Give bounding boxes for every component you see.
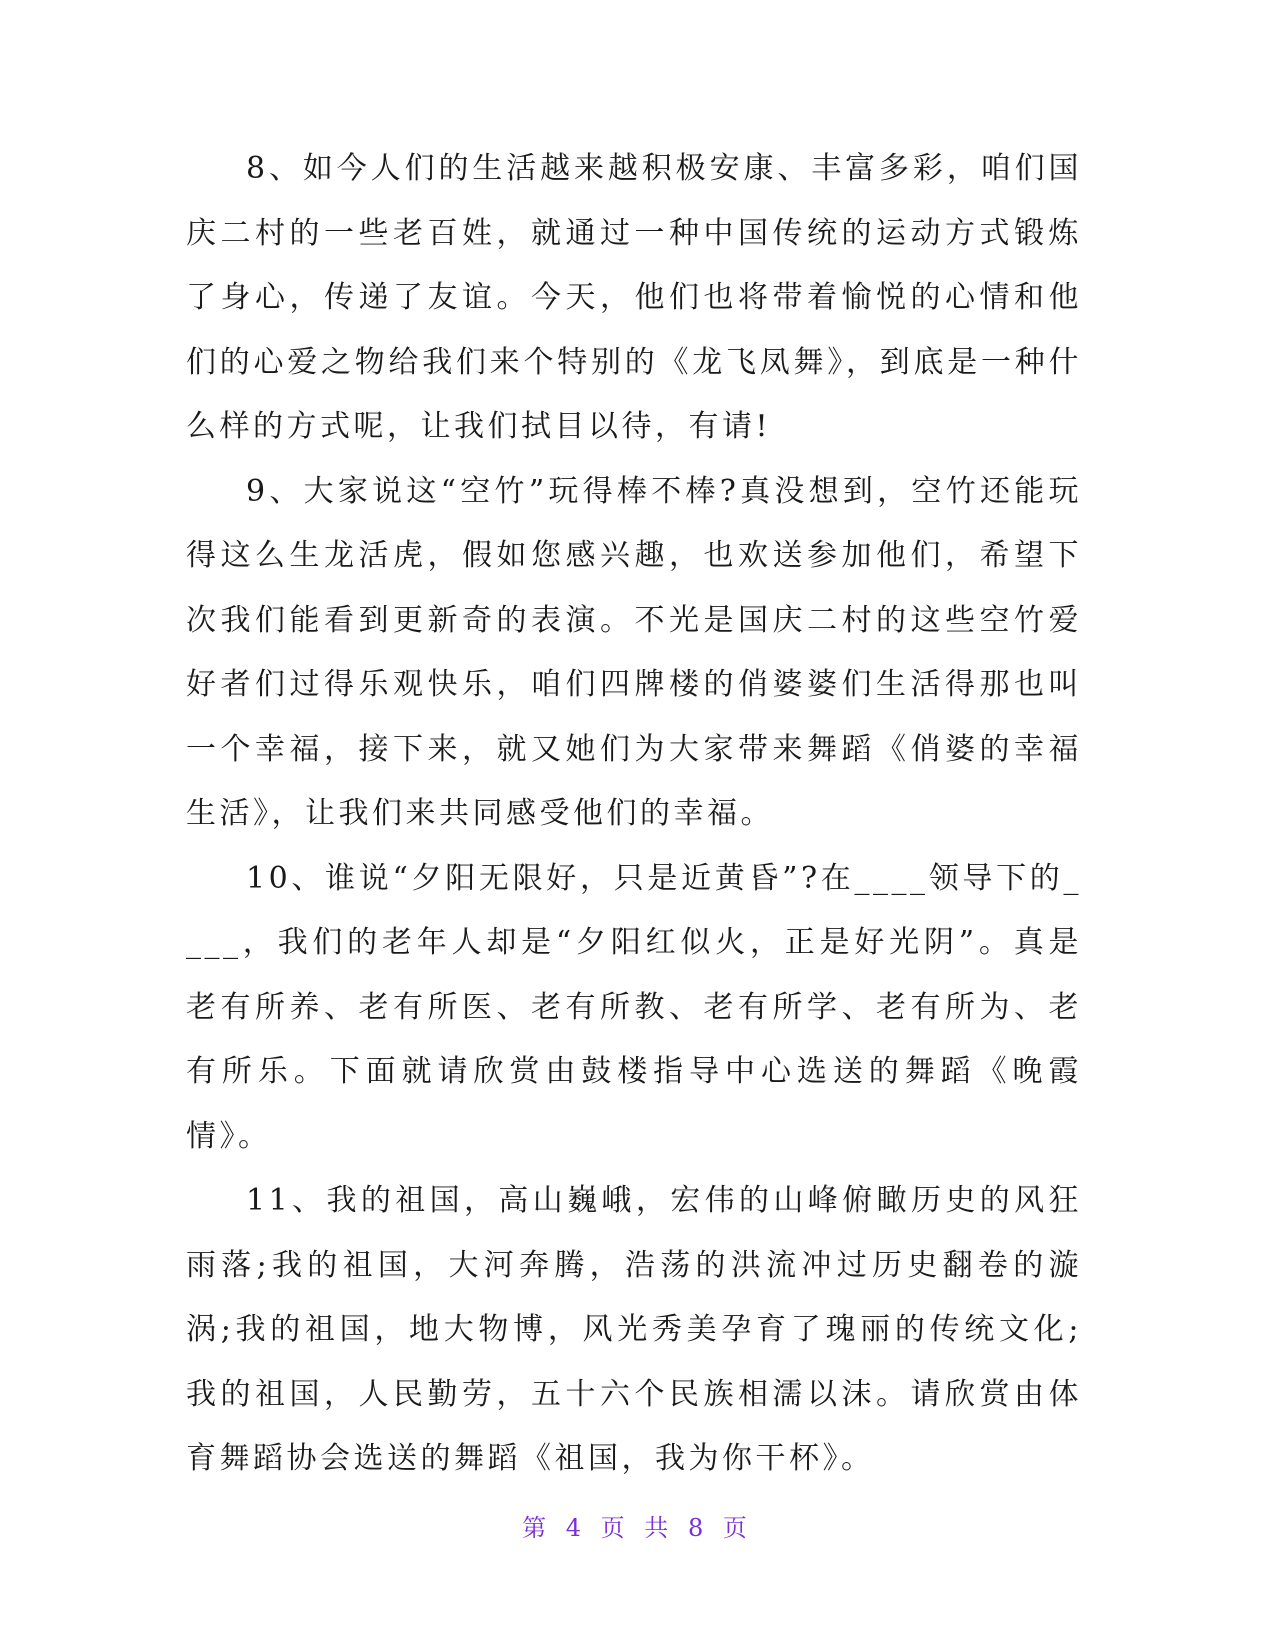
- paragraph-11: 11、我的祖国，高山巍峨，宏伟的山峰俯瞰历史的风狂雨落;我的祖国，大河奔腾，浩荡的洪流冲过历史翻卷的漩涡;我的祖国，地大物博，风光秀美孕育了瑰丽的传统文化;我的祖国，人民勤劳，五十六个民族相濡以沫。请欣赏由体育舞蹈协会选送的舞蹈《祖国，我为你干杯》。: [186, 1183, 1082, 1476]
- page-number-footer: 第 4 页 共 8 页: [522, 1514, 753, 1542]
- paragraph-10: 10、谁说“夕阳无限好，只是近黄昏”?在____领导下的____，我们的老年人却是“夕阳红似火，正是好光阴”。真是老有所养、老有所医、老有所教、老有所学、老有所为、老有所乐。下面就请欣赏由鼓楼指导中心选送的舞蹈《晚霞情》。: [186, 860, 1082, 1154]
- paragraph-8: 8、如今人们的生活越来越积极安康、丰富多彩，咱们国庆二村的一些老百姓，就通过一种中国传统的运动方式锻炼了身心，传递了友谊。今天，他们也将带着愉悦的心情和他们的心爱之物给我们来个特别的《龙飞凤舞》，到底是一种什么样的方式呢，让我们拭目以待，有请!: [186, 151, 1082, 444]
- paragraph-9: 9、大家说这“空竹”玩得棒不棒?真没想到，空竹还能玩得这么生龙活虎，假如您感兴趣，也欢送参加他们，希望下次我们能看到更新奇的表演。不光是国庆二村的这些空竹爱好者们过得乐观快乐，咱们四牌楼的俏婆婆们生活得那也叫一个幸福，接下来，就又她们为大家带来舞蹈《俏婆的幸福生活》，让我们来共同感受他们的幸福。: [186, 473, 1082, 831]
- document-body: [186, 137, 1082, 1492]
